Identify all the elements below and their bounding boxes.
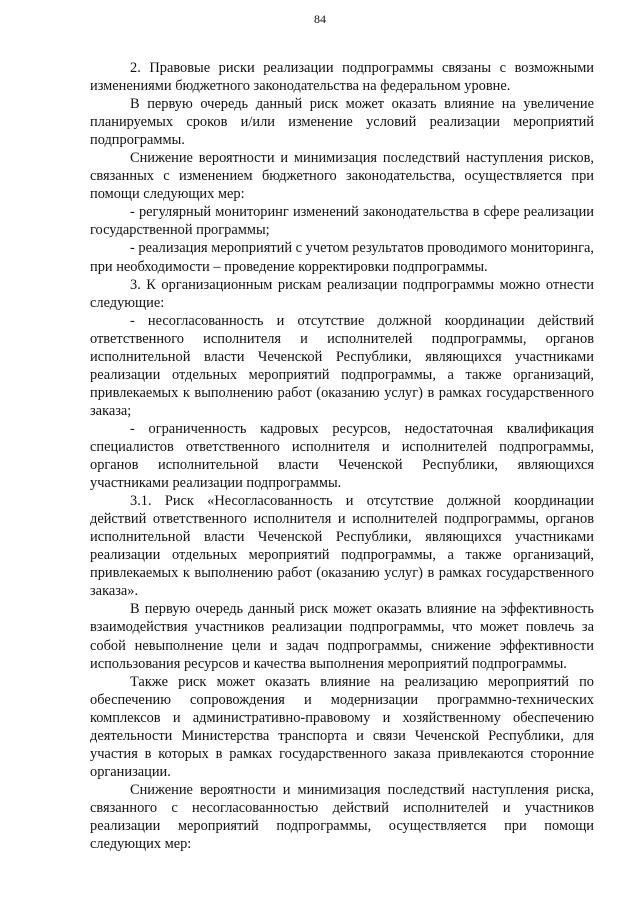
paragraph: Также риск может оказать влияние на реализацию мероприятий по обеспечению сопровождения и модернизации программно-технических комплексов и административно-правовому и хозяйственному обеспечению деятельности Министерства транспорта и связи Чеченской Республики, для участия в которых в рамках государственного заказа привлекаются сторонние организации.	[90, 673, 594, 780]
paragraph: Снижение вероятности и минимизация последствий наступления риска, связанного с несогласованностью действий исполнителей и участников реализации мероприятий подпрограммы, осуществляется при помощи следующих мер:	[90, 781, 594, 853]
paragraph: 3.1. Риск «Несогласованность и отсутствие должной координации действий ответственного исполнителя и исполнителей подпрограммы, органов исполнительной власти Чеченской Республики, являющихся участниками реализации отдельных мероприятий подпрограммы, а также организаций, привлекаемых к выполнению работ (оказанию услуг) в рамках государственного заказа».	[90, 493, 594, 600]
list-item: - ограниченность кадровых ресурсов, недостаточная квалификация специалистов ответственного исполнителя и исполнителей подпрограммы, органов исполнительной власти Чеченской Республики, являющихся участниками реализации подпрограммы.	[90, 420, 594, 492]
paragraph: Снижение вероятности и минимизация последствий наступления рисков, связанных с изменением бюджетного законодательства, осуществляется при помощи следующих мер:	[90, 150, 594, 203]
list-item: - регулярный мониторинг изменений законодательства в сфере реализации государственной программы;	[90, 204, 594, 239]
list-item: - несогласованность и отсутствие должной координации действий ответственного исполнителя и исполнителей подпрограммы, органов исполнительной власти Чеченской Республики, являющихся участниками реализации отдельных мероприятий подпрограммы, а также организаций, привлекаемых к выполнению работ (оказанию услуг) в рамках государственного заказа;	[90, 312, 594, 419]
paragraph: 2. Правовые риски реализации подпрограммы связаны с возможными изменениями бюджетного законодательства на федеральном уровне.	[90, 60, 594, 95]
paragraph: 3. К организационным рискам реализации подпрограммы можно отнести следующие:	[90, 276, 594, 311]
paragraph: В первую очередь данный риск может оказать влияние на эффективность взаимодействия участников реализации подпрограммы, что может повлечь за собой невыполнение цели и задач подпрограммы, снижение эффективности использования ресурсов и качества выполнения мероприятий подпрограммы.	[90, 601, 594, 672]
page-number: 84	[314, 12, 326, 26]
list-item: - реализация мероприятий с учетом результатов проводимого мониторинга, при необходимости – проведение корректировки подпрограммы.	[90, 240, 594, 275]
paragraph: В первую очередь данный риск может оказать влияние на увеличение планируемых сроков и/или изменение условий реализации мероприятий подпрограммы.	[90, 96, 594, 149]
document-body	[90, 59, 594, 853]
